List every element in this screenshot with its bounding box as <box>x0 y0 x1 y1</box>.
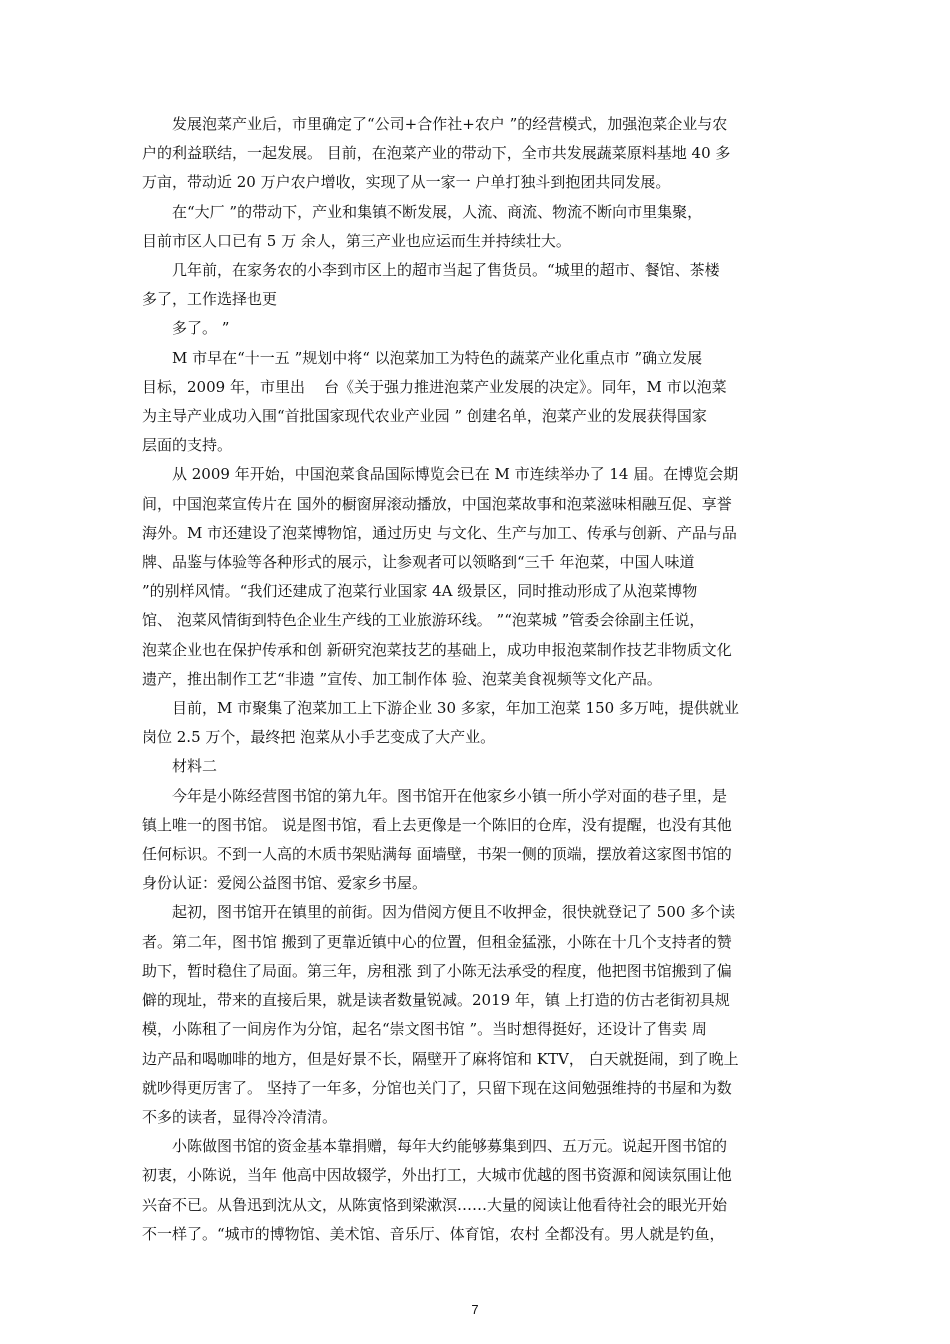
paragraph: 小陈做图书馆的资金基本靠捐赠，每年大约能够募集到四、五万元。说起开图书馆的 初衷，小陈说，当年 他高中因故辍学，外出打工，大城市优越的图书资源和阅读氛围让他 兴奋不已。从鲁迅到沈从文，从陈寅恪到梁漱溟……大量的阅读让他看待社会的眼光开始 不一样了。“城市的博物馆、美术馆、音乐厅、体育馆，农村 全都没有。男人就是钓鱼， <box>142 1137 732 1243</box>
paragraph: M 市早在“十一五 ”规划中将“ 以泡菜加工为特色的蔬菜产业化重点市 ”确立发展 目标，2009 年，市里出 台《关于强力推进泡菜产业发展的决定》。同年，M 市以泡菜 为主导产业成功入围“首批国家现代农业产业园 ” 创建名单，泡菜产业的发展获得国家 层面的支持。 <box>142 348 727 455</box>
document-body <box>142 110 812 1249</box>
paragraph: 从 2009 年开始，中国泡菜食品国际博览会已在 M 市连续举办了 14 届。在博览会期 间，中国泡菜宣传片在 国外的橱窗屏滚动播放，中国泡菜故事和泡菜滋味相融互促、享誉 海外。M 市还建设了泡菜博物馆，通过历史 与文化、生产与加工、传承与创新、产品与品 牌、品鉴与体验等各种形式的展示，让参观者可以领略到“三千 年泡菜，中国人味道 ”的别样风情。“我们还建成了泡菜行业国家 4A 级景区，同时推动形成了从泡菜博物 馆、 泡菜风情街到特色企业生产线的工业旅游环线。 ”“泡菜城 ”管委会徐副主任说， 泡菜企业也在保护传承和创 新研究泡菜技艺的基础上，成功申报泡菜制作技艺非物质文化 遗产，推出制作工艺“非遗 ”宣传、加工制作体 验、泡菜美食视频等文化产品。 <box>142 465 739 688</box>
section-heading: 材料二 <box>172 757 218 776</box>
paragraph: 多了。 ” <box>172 319 230 338</box>
paragraph: 发展泡菜产业后，市里确定了“公司+合作社+农户 ”的经营模式，加强泡菜企业与农 户的利益联结，一起发展。 目前，在泡菜产业的带动下，全市共发展蔬菜原料基地 40 多 万亩，带动近 20 万户农户增收，实现了从一家一 户单打独斗到抱团共同发展。 <box>142 115 731 192</box>
paragraph: 目前，M 市聚集了泡菜加工上下游企业 30 多家，年加工泡菜 150 多万吨，提供就业 岗位 2.5 万个，最终把 泡菜从小手艺变成了大产业。 <box>142 699 739 747</box>
paragraph: 起初，图书馆开在镇里的前街。因为借阅方便且不收押金，很快就登记了 500 多个读 者。第二年，图书馆 搬到了更靠近镇中心的位置，但租金猛涨，小陈在十几个支持者的赞 助下，暂时稳住了局面。第三年，房租涨 到了小陈无法承受的程度，他把图书馆搬到了偏 僻的现址，带来的直接后果，就是读者数量锐减。2019 年，镇 上打造的仿古老街初具规 模，小陈租了一间房作为分馆，起名“崇文图书馆 ”。当时想得挺好，还设计了售卖 周 边产品和喝咖啡的地方，但是好景不长，隔壁开了麻将馆和 KTV， 白天就挺闹，到了晚上 就吵得更厉害了。 坚持了一年多，分馆也关门了，只留下现在这间勉强维持的书屋和为数 不多的读者，显得冷冷清清。 <box>142 903 739 1126</box>
paragraph: 几年前，在家务农的小李到市区上的超市当起了售货员。“城里的超市、餐馆、茶楼 多了，工作选择也更 <box>142 261 720 309</box>
page-number: 7 <box>471 1302 479 1317</box>
paragraph: 今年是小陈经营图书馆的第九年。图书馆开在他家乡小镇一所小学对面的巷子里，是 镇上唯一的图书馆。 说是图书馆，看上去更像是一个陈旧的仓库，没有提醒，也没有其他 任何标识。不到一人高的木质书架贴满每 面墙壁，书架一侧的顶端，摆放着这家图书馆的 身份认证：爱阅公益图书馆、爱家乡书屋。 <box>142 786 732 893</box>
paragraph: 在“大厂 ”的带动下，产业和集镇不断发展，人流、商流、物流不断向市里集聚， 目前市区人口已有 5 万 余人，第三产业也应运而生并持续壮大。 <box>142 202 703 250</box>
